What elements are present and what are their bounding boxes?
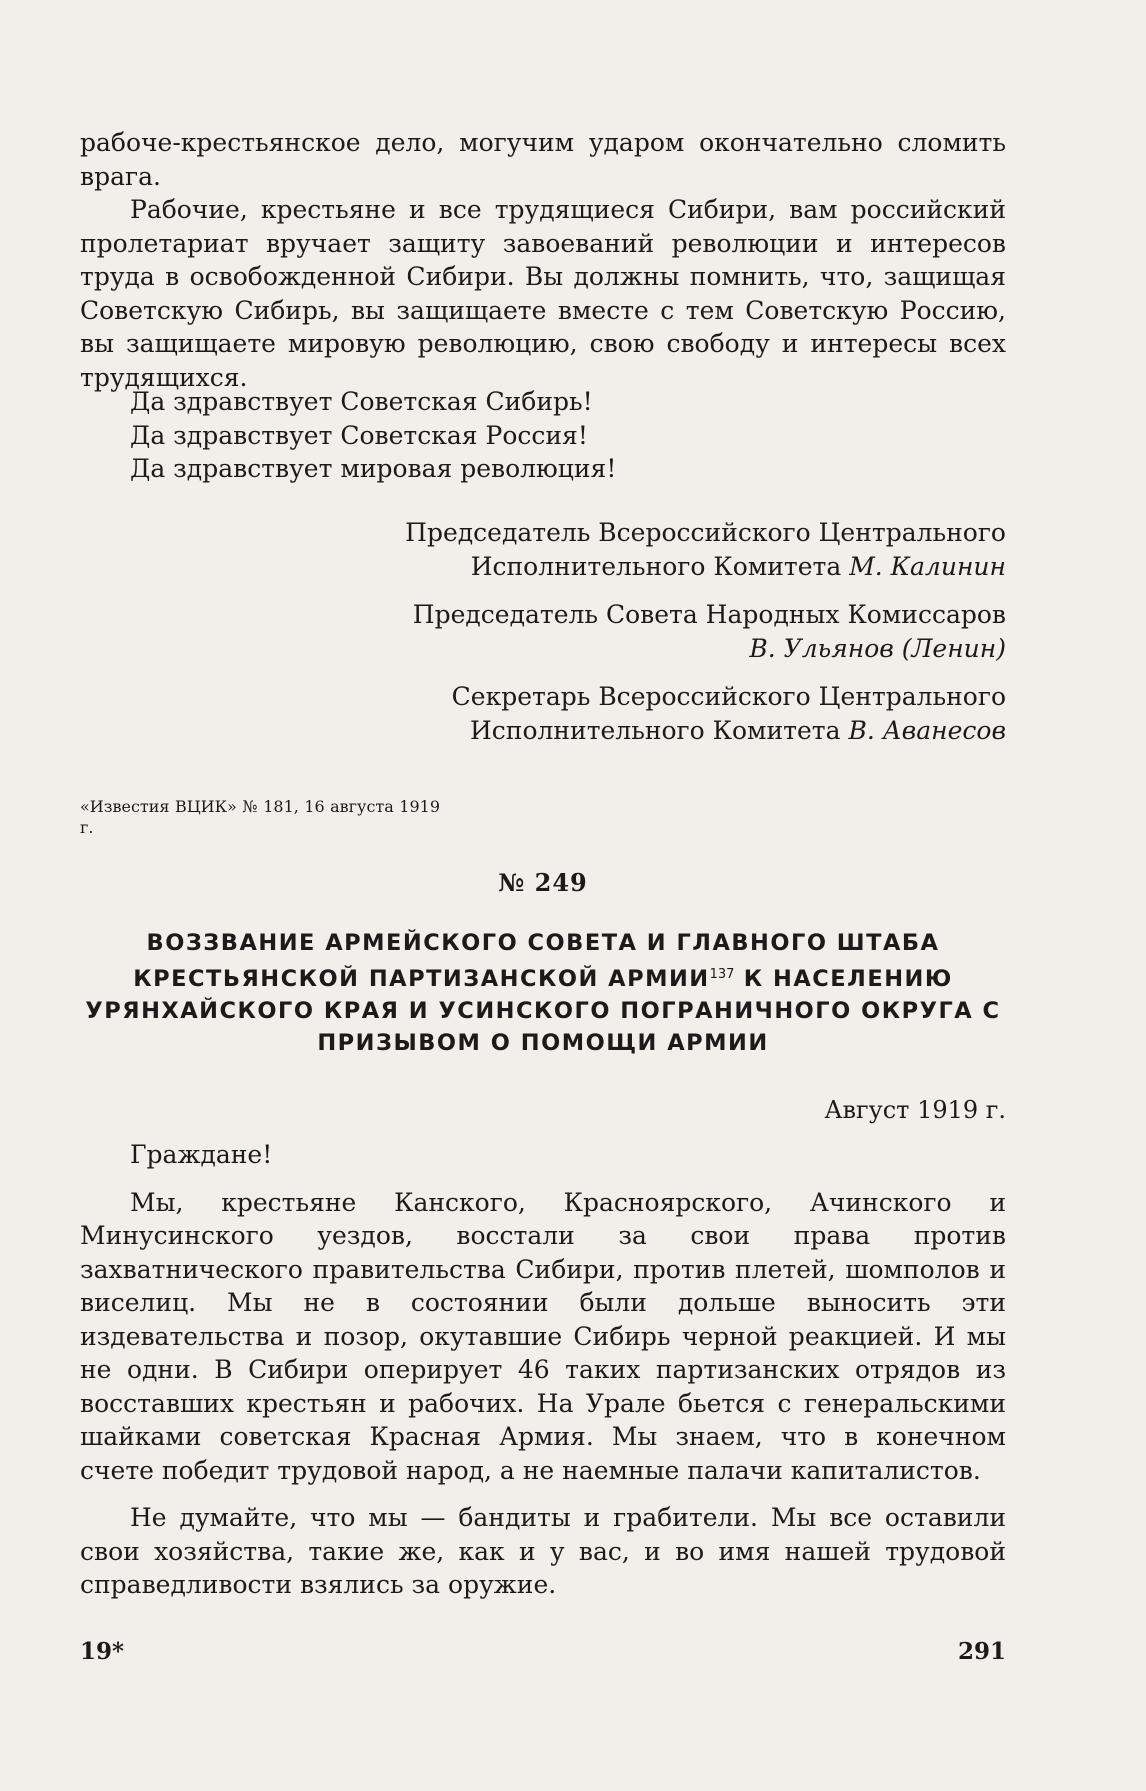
signature-title: Секретарь Всероссийского Центрального bbox=[451, 682, 1006, 711]
exclamations-block bbox=[80, 385, 1006, 486]
salutation: Граждане! bbox=[130, 1140, 273, 1169]
body-paragraph: Мы, крестьяне Канского, Красноярского, Ачинского и Минусинского уездов, восстали за свои права против захватнического правительства Сибири, против плетей, шомполов и виселиц. Мы не в состоянии были дольше выносить эти издевательства и позор, окутавшие Сибирь черной реакцией. И мы не одни. В Сибири оперирует 46 таких партизанских отрядов из восставших крестьян и рабочих. На Урале бьется с генеральскими шайками советская Красная Армия. Мы знаем, что в конечном счете победит трудовой народ, а не наемные палачи капиталистов. bbox=[80, 1187, 1006, 1485]
exclamation-line: Да здравствует мировая революция! bbox=[130, 454, 617, 483]
signature-title: Председатель Совета Народных Комиссаров bbox=[412, 600, 1006, 629]
previous-document-text bbox=[80, 126, 1006, 394]
signature-title: Председатель Всероссийского Центрального bbox=[405, 518, 1006, 547]
signatures-block bbox=[80, 516, 1006, 747]
page-number: 291 bbox=[957, 1638, 1006, 1665]
paragraph-continuation: рабоче-крестьянское дело, могучим ударом окончательно сломить врага. bbox=[80, 128, 1006, 191]
source-note: «Известия ВЦИК» № 181, 16 августа 1919 г. bbox=[80, 797, 440, 837]
footnote-reference: 137 bbox=[709, 967, 735, 982]
exclamation-line: Да здравствует Советская Сибирь! bbox=[130, 387, 593, 416]
document-title bbox=[80, 927, 1006, 1059]
source-note-block bbox=[80, 796, 1006, 838]
document-number: № 249 bbox=[498, 868, 588, 897]
signature-name: В. Ульянов (Ленин) bbox=[749, 633, 1006, 663]
signature-title-line bbox=[80, 714, 1006, 748]
signature-title: Исполнительного Комитета bbox=[469, 715, 841, 745]
document-body bbox=[80, 1138, 1006, 1602]
signature-name: М. Калинин bbox=[849, 551, 1006, 581]
title-part-1: ВОЗЗВАНИЕ АРМЕЙСКОГО СОВЕТА И ГЛАВНОГО ШТАБА КРЕСТЬЯНСКОЙ ПАРТИЗАНСКОЙ АРМИИ bbox=[133, 930, 940, 992]
signature-name: В. Аванесов bbox=[848, 715, 1006, 745]
body-paragraph: Не думайте, что мы — бандиты и грабители. Мы все оставили свои хозяйства, такие же, как и у вас, и во имя нашей трудовой справедливости взялись за оружие. bbox=[80, 1503, 1006, 1599]
document-date: Август 1919 г. bbox=[824, 1096, 1006, 1124]
document-number-block bbox=[80, 868, 1006, 897]
signature-title: Исполнительного Комитета bbox=[470, 551, 842, 581]
exclamation-line: Да здравствует Советская Россия! bbox=[130, 420, 588, 450]
document-date-block bbox=[80, 1096, 1006, 1124]
signature-title-line bbox=[80, 550, 1006, 584]
document-title-block bbox=[80, 927, 1006, 1059]
paragraph-appeal: Рабочие, крестьяне и все трудящиеся Сибири, вам российский пролетариат вручает защиту завоеваний революции и интересов труда в освобожденной Сибири. Вы должны помнить, что, защищая Советскую Сибирь, вы защищаете вместе с тем Советскую Россию, вы защищаете мировую революцию, свою свободу и интересы всех трудящихся. bbox=[80, 195, 1006, 392]
title-part-2: К НАСЕЛЕНИЮ УРЯНХАЙСКОГО КРАЯ И УСИНСКОГО ПОГРАНИЧНОГО ОКРУГА С ПРИЗЫВОМ О ПОМОЩИ АРМИИ bbox=[85, 966, 1001, 1056]
signature-mark: 19* bbox=[80, 1638, 125, 1665]
signature-name-line bbox=[80, 632, 1006, 666]
